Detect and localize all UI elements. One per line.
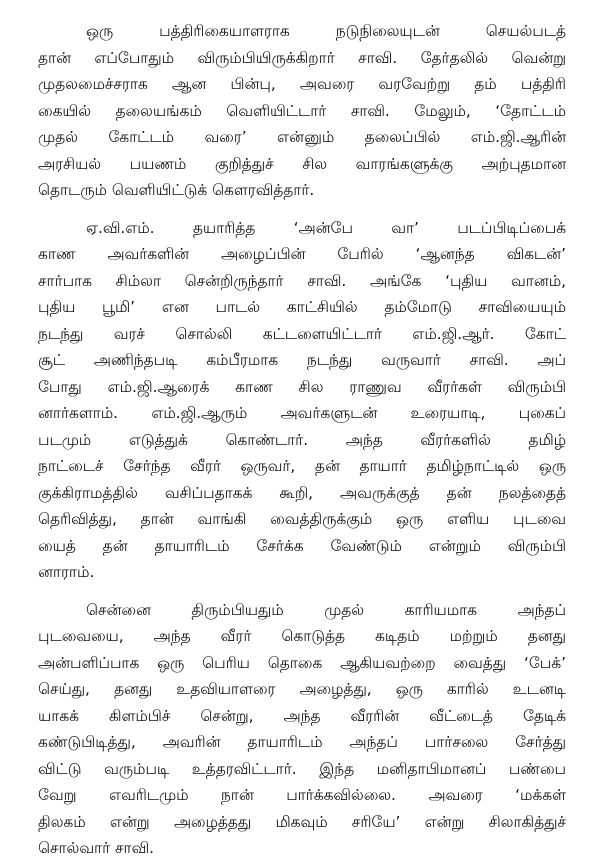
text-line: வேறு எவரிடமும் நான் பார்க்கவில்லை. அவரை ‘மக்கள் xyxy=(38,786,566,804)
text-line: யைத் தன் தாயாரிடம் சேர்க்க வேண்டும் என்றும் விரும்பி xyxy=(38,536,566,555)
text-line: தான் எப்போதும் விரும்பியிருக்கிறார் சாவி. தேர்தலில் வென்று xyxy=(38,48,566,67)
text-line: திலகம் என்று அழைத்தது மிகவும் சரியே’ என்று சிலாகித்துச் xyxy=(38,812,566,831)
text-line: சார்பாக சிம்லா சென்றிருந்தார் சாவி. அங்கே ‘புதிய வானம், xyxy=(38,271,566,290)
text-line: கண்டுபிடித்து, அவரின் தாயாரிடம் அந்தப் பார்சலை சேர்த்து xyxy=(38,733,566,751)
text-line: படமும் எடுத்துக் கொண்டார். அந்த வீரர்களில் தமிழ் xyxy=(38,430,566,449)
text-line: நாட்டைச் சேர்ந்த வீரர் ஒருவர், தன் தாயார் தமிழ்நாட்டில் ஒரு xyxy=(38,457,566,475)
text-line: காண அவர்களின் அழைப்பின் பேரில் ‘ஆனந்த விகடன்’ xyxy=(38,245,566,263)
paragraph-1 xyxy=(38,18,566,204)
text-line: னாராம். xyxy=(38,563,95,581)
text-line: செய்து, தனது உதவியாளரை அழைத்து, ஒரு காரில் உடனடி xyxy=(38,680,566,698)
text-line: சொல்வார் சாவி. xyxy=(38,839,154,857)
text-line: அரசியல் பயணம் குறித்துச் சில வாரங்களுக்கு அற்புதமான xyxy=(38,154,566,173)
text-line: புதிய பூமி’ என பாடல் காட்சியில் தம்மோடு சாவியையும் xyxy=(38,298,566,316)
paragraph-2 xyxy=(38,215,566,586)
text-line: சூட் அணிந்தபடி கம்பீரமாக நடந்து வருவார் சாவி. அப் xyxy=(38,351,566,369)
text-line: அன்பளிப்பாக ஒரு பெரிய தொகை ஆகியவற்றை வைத்து ‘பேக்’ xyxy=(38,653,566,672)
text-line: னார்களாம். எம்.ஜி.ஆரும் அவர்களுடன் உரையாடி, புகைப் xyxy=(38,404,566,422)
text-line: நடந்து வரச் சொல்லி கட்டளையிட்டார் எம்.ஜி.ஆர். கோட் xyxy=(38,324,566,343)
text-line: முதலமைச்சராக ஆன பின்பு, அவரை வரவேற்று தம் பத்திரி xyxy=(38,75,566,93)
text-line: குக்கிராமத்தில் வசிப்பதாகக் கூறி, அவருக்குத் தன் நலத்தைத் xyxy=(38,483,566,502)
text-line: ஏ.வி.எம். தயாரித்த ‘அன்பே வா’ படப்பிடிப்பைக் xyxy=(86,218,566,237)
text-line: புடவையை, அந்த வீரர் கொடுத்த கடிதம் மற்றும் தனது xyxy=(38,627,566,645)
text-line: தொடரும் வெளியிட்டுக் கௌரவித்தார். xyxy=(38,181,315,199)
text-line: சென்னை திரும்பியதும் முதல் காரியமாக அந்தப் xyxy=(86,600,566,619)
text-line: முதல் கோட்டம் வரை’ என்னும் தலைப்பில் எம்.ஜி.ஆரின் xyxy=(38,128,566,146)
paragraph-3 xyxy=(38,597,566,862)
text-line: விட்டு வரும்படி உத்தரவிட்டார். இந்த மனிதாபிமானப் பண்பை xyxy=(38,759,566,778)
text-line: ஒரு பத்திரிகையாளராக நடுநிலையுடன் செயல்படத் xyxy=(86,22,566,40)
text-line: போது எம்.ஜி.ஆரைக் காண சில ராணுவ வீரர்கள் விரும்பி xyxy=(38,377,566,396)
text-line: யாகக் கிளம்பிச் சென்று, அந்த வீரரின் வீட்டைத் தேடிக் xyxy=(38,706,566,725)
text-line: தெரிவித்து, தான் வாங்கி வைத்திருக்கும் ஒரு எளிய புடவை xyxy=(38,510,566,528)
text-line: கையில் தலையங்கம் வெளியிட்டார் சாவி. மேலும், ‘தோட்டம் xyxy=(38,101,566,120)
